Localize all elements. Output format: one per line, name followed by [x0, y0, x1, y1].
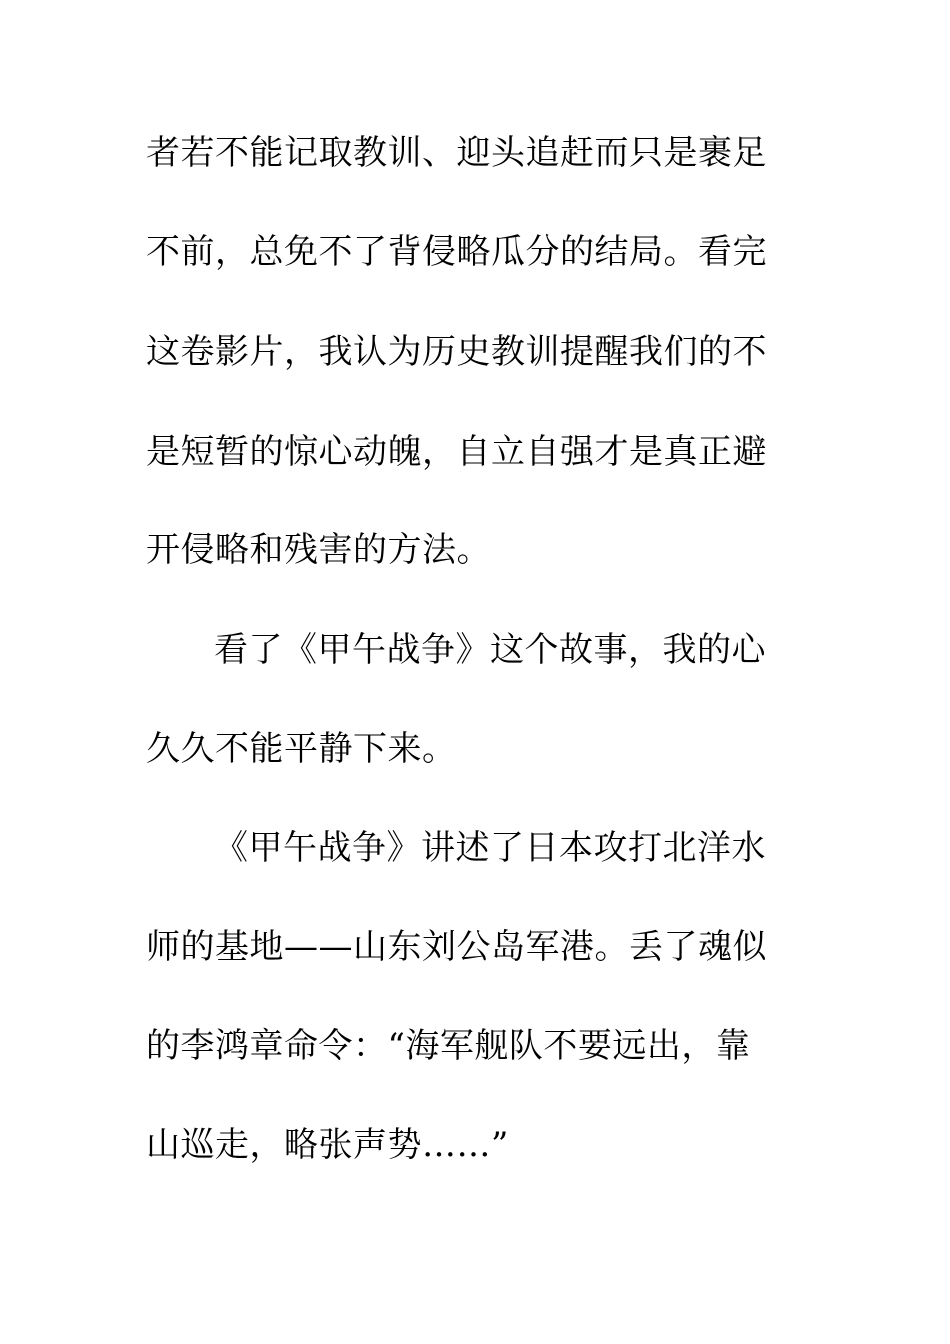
- paragraph-start-line-8: 《甲午战争》讲述了日本攻打北洋水: [214, 828, 766, 868]
- text-line-4: 是短暂的惊心动魄，自立自强才是真正避: [146, 432, 767, 472]
- text-line-9: 师的基地——山东刘公岛军港。丢了魂似: [146, 927, 767, 967]
- text-line-10: 的李鸿章命令：“海军舰队不要远出，靠: [146, 1026, 751, 1066]
- text-line-11: 山巡走，略张声势……”: [146, 1125, 509, 1165]
- paragraph-start-line-6: 看了《甲午战争》这个故事，我的心: [214, 630, 766, 670]
- text-line-7: 久久不能平静下来。: [146, 729, 457, 769]
- text-line-1: 者若不能记取教训、迎头追赶而只是裹足: [146, 133, 767, 173]
- text-line-5: 开侵略和残害的方法。: [146, 530, 491, 570]
- text-line-3: 这卷影片，我认为历史教训提醒我们的不: [146, 332, 767, 372]
- text-line-2: 不前，总免不了背侵略瓜分的结局。看完: [146, 232, 767, 272]
